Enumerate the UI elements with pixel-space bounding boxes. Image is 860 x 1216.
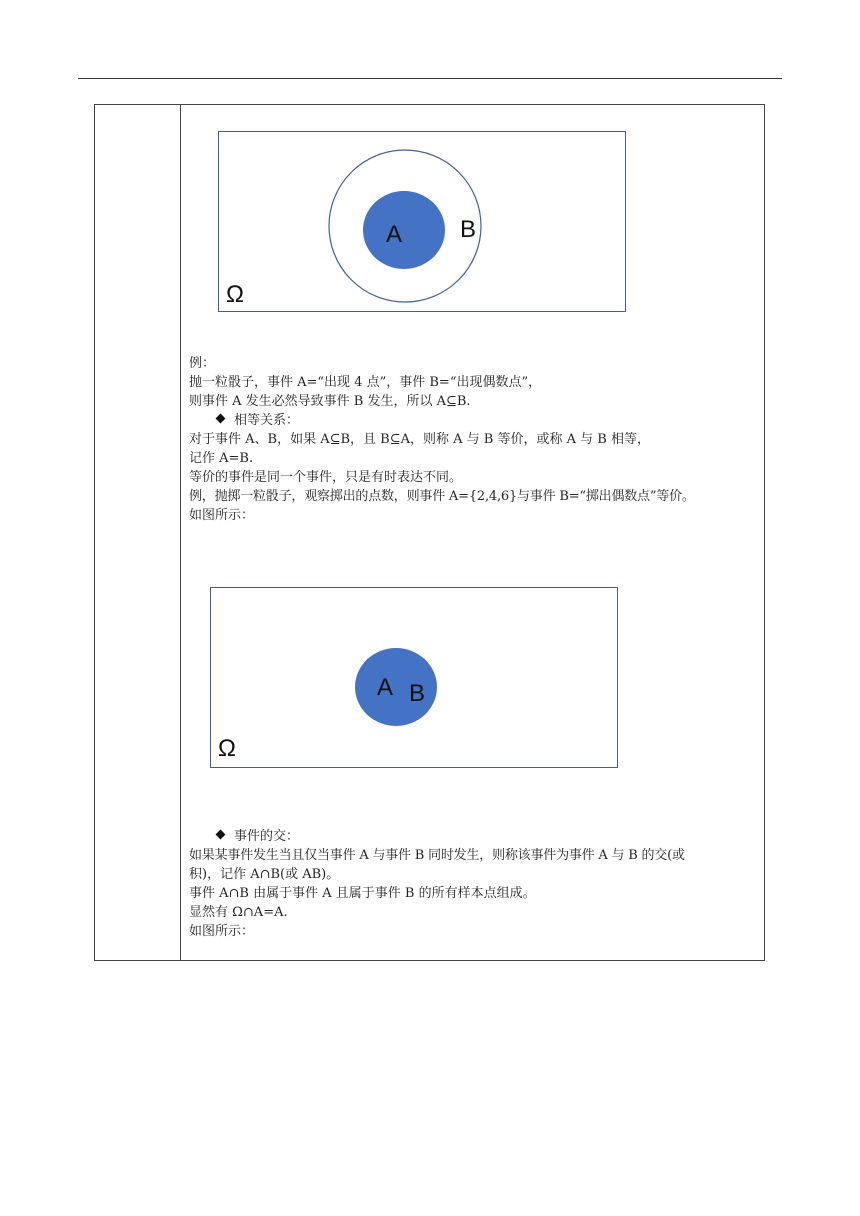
- column-divider: [180, 105, 181, 960]
- text-line: 例，抛掷一粒骰子，观察掷出的点数，则事件 A={2,4,6}与事件 B=“掷出偶数点”等价。: [189, 489, 695, 504]
- text-block-1: [189, 354, 758, 525]
- venn-subset-svg: [219, 132, 627, 313]
- label-b: B: [409, 680, 426, 707]
- venn-diagram-subset: [218, 131, 626, 312]
- text-line: 如图所示：: [189, 924, 255, 939]
- bullet-intersection: [189, 827, 758, 846]
- diamond-bullet-icon: [216, 830, 226, 840]
- label-omega: Ω: [218, 735, 236, 762]
- text-line: 积)，记作 A∩B(或 AB)。: [189, 867, 340, 882]
- label-omega: Ω: [226, 281, 244, 308]
- bullet-equal-relation: [189, 411, 758, 430]
- venn-diagram-equal: [210, 587, 618, 768]
- diamond-bullet-icon: [216, 414, 226, 424]
- venn-equal-svg: [211, 588, 619, 769]
- label-a: A: [377, 674, 394, 701]
- text-block-2: [189, 827, 758, 941]
- text-line: 抛一粒骰子，事件 A=“出现 4 点”，事件 B=“出现偶数点”，: [189, 375, 542, 390]
- text-line: 则事件 A 发生必然导致事件 B 发生，所以 A⊆B.: [189, 394, 471, 409]
- text-line: 对于事件 A、B，如果 A⊆B，且 B⊆A，则称 A 与 B 等价，或称 A 与 B 相等，: [189, 432, 650, 447]
- text-line: 显然有 Ω∩A=A.: [189, 905, 288, 920]
- label-a: A: [386, 221, 403, 248]
- bullet-label: 相等关系：: [234, 413, 300, 428]
- content-cell: [189, 105, 758, 960]
- label-b: B: [460, 216, 477, 243]
- text-line: 如图所示：: [189, 508, 255, 523]
- text-line: 如果某事件发生当且仅当事件 A 与事件 B 同时发生，则称该事件为事件 A 与 B 的交(或: [189, 848, 685, 863]
- text-line: 记作 A=B.: [189, 451, 254, 466]
- circle-a: [363, 191, 445, 269]
- text-line: 等价的事件是同一个事件，只是有时表达不同。: [189, 470, 463, 485]
- text-line: 例：: [189, 356, 216, 371]
- bullet-label: 事件的交：: [234, 829, 300, 844]
- text-line: 事件 A∩B 由属于事件 A 且属于事件 B 的所有样本点组成。: [189, 886, 536, 901]
- header-rule: [78, 78, 782, 79]
- content-table: [94, 104, 765, 961]
